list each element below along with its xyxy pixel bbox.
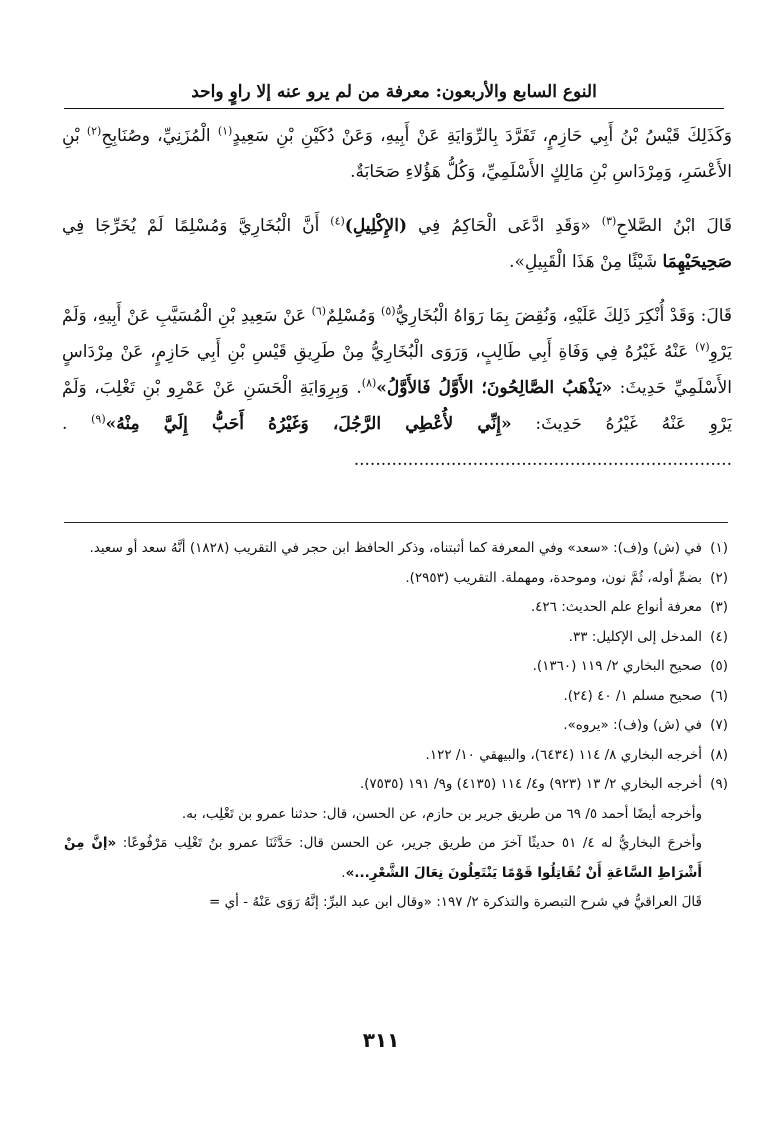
footnote-separator xyxy=(64,522,728,523)
footnote-text: في (ش) و(ف): «سعد» وفي المعرفة كما أثبتناه، وذكر الحافظ ابن حجر في التقريب (١٨٢٨) أنَّهُ سعد أو سعيد. xyxy=(89,540,702,556)
footnotes xyxy=(64,534,728,918)
footnote-text: المدخل إلى الإكليل: ٣٣. xyxy=(568,628,702,645)
book-title-iklil: (الإِكْلِيلِ) xyxy=(344,216,408,236)
text-segment: أَنَّ الْبُخَارِيَّ وَمُسْلِمًا لَمْ يُخَرِّجَا فِي xyxy=(62,216,331,236)
footnote-ref-2[interactable]: (٢) xyxy=(86,124,102,138)
running-header: النوع السابع والأربعون: معرفة من لم يرو عنه إلا راوٍ واحد xyxy=(191,82,597,102)
footnote-ref-8[interactable]: (٨) xyxy=(361,376,377,390)
footnote-number: (٨) xyxy=(710,746,728,763)
footnote-text: وأخرجَ البخاريُّ له ٤/ ٥١ حديثًا آخرَ من طريق جرير، عن الحسن قال: حَدَّثَنَا عمرو بنُ تَغْلِب مَرْفُوعًا: xyxy=(116,835,703,851)
footnote-3 xyxy=(64,593,728,623)
paragraph-3 xyxy=(62,298,732,478)
footnote-ref-5[interactable]: (٥) xyxy=(381,304,396,318)
text-segment: بْنِ الأَعْسَرِ، وَمِرْدَاسِ بْنِ مَالِكٍ الأَسْلَمِيِّ، وَكُلُّ هَؤُلاءِ صَحَابَةٌ. xyxy=(62,126,732,182)
footnote-9 xyxy=(64,770,728,800)
footnote-text: في (ش) و(ف): «يروه». xyxy=(563,717,702,733)
text-segment: قَالَ ابْنُ الصَّلاحِ xyxy=(616,216,733,236)
footnote-number: (٤) xyxy=(710,628,728,645)
main-text xyxy=(62,118,732,478)
hadith-quote-3: «إنَّ مِنْ أَشْرَاطِ السَّاعَةِ أَنْ تُقَاتِلُوا قَوْمًا يَنْتَعِلُونَ نِعَالَ الشَّعْرِ...» xyxy=(64,835,702,881)
footnote-number: (٣) xyxy=(710,599,728,615)
text-segment: الْمُزَنِيِّ، وصُنَابِحِ xyxy=(101,126,218,146)
paragraph-2 xyxy=(62,208,732,280)
footnote-ref-3[interactable]: (٣) xyxy=(601,214,617,228)
text-segment: . xyxy=(62,414,92,434)
header-rule xyxy=(64,108,724,109)
footnote-text: صحيح مسلم ١/ ٤٠ (٢٤). xyxy=(563,687,702,704)
ellipsis-dots: ...................................................................... xyxy=(353,450,732,470)
text-segment: وَمُسْلِمٌ xyxy=(326,306,382,326)
footnote-text: صحيح البخاري ٢/ ١١٩ (١٣٦٠). xyxy=(532,658,702,674)
page-number: ٣١١ xyxy=(362,1028,400,1052)
paragraph-1 xyxy=(62,118,732,190)
footnote-ref-4[interactable]: (٤) xyxy=(330,214,345,228)
footnote-ref-1[interactable]: (١) xyxy=(217,124,233,138)
footnote-number: (٢) xyxy=(710,569,728,586)
footnote-5 xyxy=(64,652,728,682)
text-segment: شَيْئًا مِنْ هَذَا الْقَبِيلِ». xyxy=(509,252,663,272)
text-segment: عَنْ سَعِيدِ بْنِ الْمُسَيَّبِ عَنْ أَبِيهِ، وَلَمْ يَرْوِ xyxy=(62,306,732,362)
hadith-quote-1: «يَذْهَبُ الصَّالِحُونَ؛ الأَوَّلُ فَالأَوَّلُ» xyxy=(376,378,613,398)
footnote-text: بضمِّ أوله، ثُمَّ نون، وموحدة، ومهملة. التقريب (٢٩٥٣). xyxy=(405,569,702,586)
hadith-quote-2: «إِنِّي لأُعْطِي الرَّجُلَ، وَغَيْرُهُ أَحَبُّ إِلَيَّ مِنْهُ» xyxy=(105,414,512,434)
text-segment: وَكَذَلِكَ قَيْسُ بْنُ أَبِي حَازِمٍ، تَفَرَّدَ بِالرِّوَايَةِ عَنْ أَبِيهِ، وَعَنْ دُكَيْنِ بْنِ سَعِيدٍ xyxy=(232,126,733,146)
footnote-4 xyxy=(64,623,728,653)
text-segment: قَالَ: وَقَدْ أُنْكِرَ ذَلِكَ عَلَيْهِ، وَنُقِضَ بِمَا رَوَاهُ الْبُخَارِيُّ xyxy=(395,306,733,326)
text-segment: عَنْهُ غَيْرُهُ فِي وَفَاةِ أَبِي طَالِبٍ، وَرَوَى الْبُخَارِيُّ مِنْ طَرِيقِ قَيْسِ بْنِ أَبِي حَازِمٍ، عَنْ مِرْدَاسٍ الأَسْلَمِيِّ حَدِيثَ: xyxy=(62,342,732,398)
footnote-number: (٦) xyxy=(710,687,728,704)
footnote-ref-6[interactable]: (٦) xyxy=(311,304,327,318)
book-title-sahihayn: صَحِيحَيْهِمَا xyxy=(662,252,732,272)
footnote-8 xyxy=(64,741,728,771)
footnote-number: (٥) xyxy=(710,658,728,674)
footnote-9-continuation-2 xyxy=(64,829,728,888)
footnote-6 xyxy=(64,682,728,712)
footnote-ref-9[interactable]: (٩) xyxy=(91,412,106,426)
footnote-text: . xyxy=(341,864,346,881)
footnote-1 xyxy=(64,534,728,564)
text-segment: «وَقَدِ ادَّعَى الْحَاكِمُ فِي xyxy=(407,216,602,236)
footnote-number: (١) xyxy=(710,540,728,556)
footnote-7 xyxy=(64,711,728,741)
footnote-9-continuation-3: قَالَ العراقيُّ في شرح التبصرة والتذكرة ٢/ ١٩٧: «وقال ابن عبد البرِّ: إنَّهُ رَوَى عَنْهُ - أي = xyxy=(209,894,702,910)
footnote-text: معرفة أنواع علم الحديث: ٤٢٦. xyxy=(530,599,702,615)
footnote-9-continuation-1: وأخرجه أيضًا أحمد ٥/ ٦٩ من طريق جرير بن حازم، عن الحسن، قال: حدثنا عمرو بن تَغْلِب، به. xyxy=(181,805,702,822)
footnote-text: أخرجه البخاري ٢/ ١٣ (٩٢٣) و٤/ ١١٤ (٤١٣٥) و٩/ ١٩١ (٧٥٣٥). xyxy=(359,776,702,792)
text-segment: . وَبِرِوَايَةِ الْحَسَنِ عَنْ عَمْرِو بْنِ تَغْلِبَ، وَلَمْ يَرْوِ عَنْهُ غَيْرُهُ حَدِيثَ: xyxy=(62,378,732,434)
footnote-2 xyxy=(64,564,728,594)
footnote-number: (٧) xyxy=(710,717,728,733)
footnote-text: أخرجه البخاري ٨/ ١١٤ (٦٤٣٤)، والبيهقي ١٠/ ١٢٢. xyxy=(425,746,702,763)
footnote-ref-7[interactable]: (٧) xyxy=(695,340,710,354)
footnote-number: (٩) xyxy=(710,776,728,792)
